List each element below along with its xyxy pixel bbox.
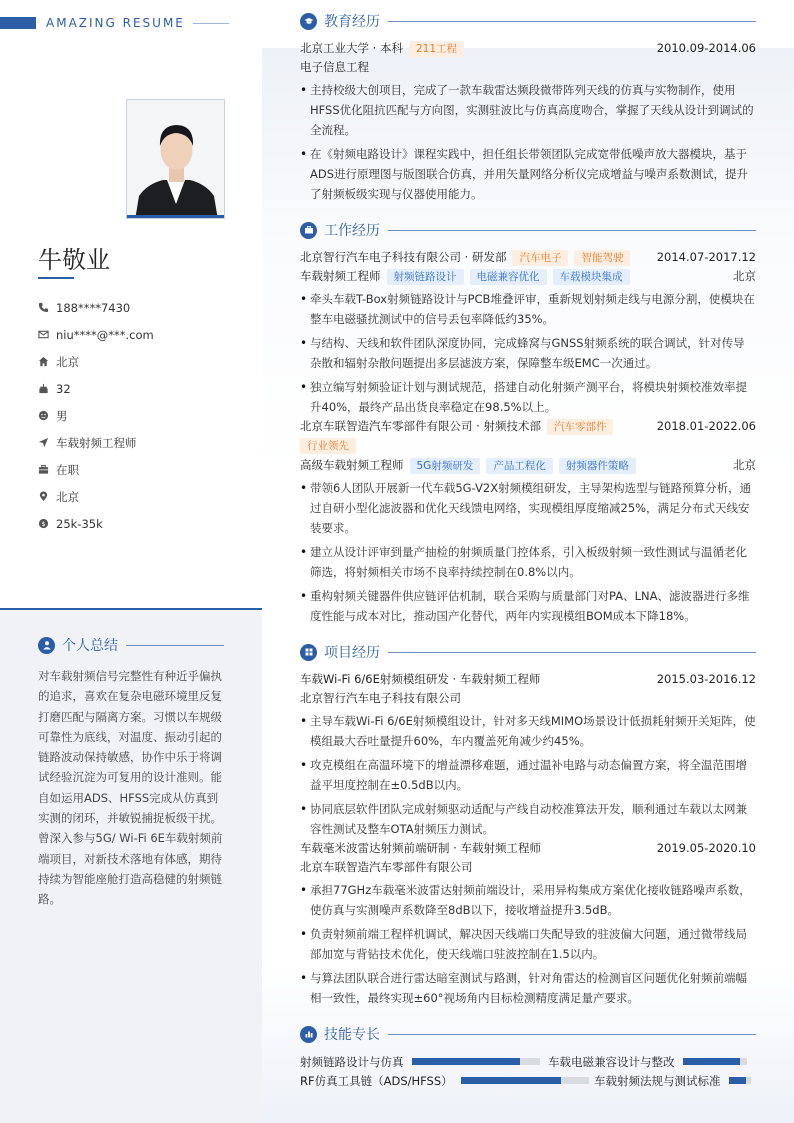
education-header (300, 10, 756, 32)
skill-label: 车载电磁兼容设计与整改 (548, 1054, 675, 1069)
bullet-item: • 与结构、天线和软件团队深度协同，完成蜂窝与GNSS射频系统的联合调试，针对传导杂散和辐射杂散问题提出多层滤波方案，保障整车级EMC一次通过。 (300, 333, 756, 373)
skill-bar (412, 1058, 540, 1065)
projects-title: 项目经历 (324, 645, 380, 661)
brand-bar (0, 17, 36, 29)
major-row (300, 58, 756, 77)
bullet-item: • 带领6人团队开展新一代车载5G-V2X射频模组研发，主导架构选型与链路预算分析，通过自研小型化滤波器和优化天线馈电网络，实现模组厚度缩减25%，满足分布式天线安装要求。 (300, 478, 756, 538)
info-text: 男 (56, 408, 68, 423)
skill-bar (461, 1077, 589, 1084)
bullet-text: 攻克模组在高温环境下的增益漂移难题，通过温补电路与动态偏置方案，将全温范围增益平坦度控制在±0.5dB以内。 (310, 758, 747, 792)
info-text: 北京 (56, 489, 79, 504)
face-icon (38, 410, 56, 421)
avatar-portrait (127, 100, 225, 219)
role-tag: 产品工程化 (486, 458, 553, 474)
main-column (300, 10, 756, 1090)
project-name: 车载毫米波雷达射频前端研制 · 车载射频工程师 (300, 841, 541, 855)
summary-header (38, 634, 224, 656)
role-tag: 射频器件策略 (559, 458, 636, 474)
skill-label: 车载射频法规与测试标准 (594, 1073, 721, 1088)
contact-info (38, 294, 248, 537)
bullet-text: 承担77GHz车载毫米波雷达射频前端设计，采用异构集成方案优化接收链路噪声系数，使仿真与实测噪声系数降至8dB以下，接收增益提升3.5dB。 (310, 883, 751, 917)
skills-section (300, 1023, 756, 1090)
project-row (300, 839, 756, 858)
brand-title: AMAZING RESUME (46, 16, 185, 30)
bullet-item: • 协同底层软件团队完成射频驱动适配与产线自动校准算法开发，顺利通过车载以太网兼容性测试及整车OTA射频压力测试。 (300, 799, 756, 839)
work-company-row (300, 417, 756, 454)
company-tag: 汽车电子 (512, 250, 568, 266)
svg-text:$: $ (41, 519, 46, 528)
project-company-row (300, 689, 756, 708)
project-date: 2015.03-2016.12 (656, 672, 756, 686)
info-position (38, 429, 248, 456)
info-gender (38, 402, 248, 429)
bullet-text: 负责射频前端工程样机调试，解决因天线端口失配导致的驻波偏大问题，通过微带线局部加宽与背钻技术优化，使天线端口驻波控制在1.5以内。 (310, 927, 747, 961)
skills-title: 技能专长 (324, 1027, 380, 1043)
briefcase-icon (300, 222, 317, 239)
skill-item (594, 1071, 756, 1090)
project-company: 北京智行汽车电子科技有限公司 (300, 691, 461, 705)
bullet-item: • 攻克模组在高温环境下的增益漂移难题，通过温补电路与动态偏置方案，将全温范围增益平坦度控制在±0.5dB以内。 (300, 755, 756, 795)
bullet-text: 与算法团队联合进行雷达暗室测试与路测，针对角雷达的检测盲区问题优化射频前端幅相一致性，最终实现±60°视场角内目标检测精度满足量产要求。 (310, 971, 747, 1005)
bullet-text: 建立从设计评审到量产抽检的射频质量门控体系，引入板级射频一致性测试与温循老化筛选，将射频相关市场不良率持续控制在0.8%以内。 (310, 545, 747, 579)
work-title: 工作经历 (324, 223, 380, 239)
bullet-text: 带领6人团队开展新一代车载5G-V2X射频模组研发，主导架构选型与链路预算分析，通过自研小型化滤波器和优化天线馈电网络，实现模组厚度缩减25%，满足分布式天线安装要求。 (310, 481, 752, 535)
bullet-text: 重构射频关键器件供应链评估机制，联合采购与质量部门对PA、LNA、滤波器进行多维度性能与成本对比，推动国产化替代，两年内实现模组BOM成本下降18%。 (310, 589, 750, 623)
major-name: 电子信息工程 (300, 60, 369, 74)
project-name: 车载Wi-Fi 6/6E射频模组研发 · 车载射频工程师 (300, 672, 541, 686)
work-role-row (300, 456, 756, 475)
bullet-text: 主导车载Wi-Fi 6/6E射频模组设计，针对多天线MIMO场景设计低损耗射频开关矩阵，使模组最大吞吐量提升60%，车内覆盖死角减少约45%。 (310, 714, 756, 748)
education-date: 2010.09-2014.06 (656, 41, 756, 55)
work-company-row (300, 248, 756, 267)
role-name: 车载射频工程师 (300, 269, 381, 283)
skill-fill (412, 1058, 521, 1065)
work-header (300, 219, 756, 241)
name-underline (38, 277, 74, 279)
education-section (300, 10, 756, 204)
summary-section (38, 634, 224, 910)
bullet-item: • 主持校级大创项目，完成了一款车载雷达频段微带阵列天线的仿真与实物制作，使用HFSS优化阻抗匹配与方向图，实测驻波比与仿真高度吻合，掌握了天线从设计到调试的全流程。 (300, 80, 756, 140)
skill-fill (729, 1077, 747, 1084)
role-tag: 电磁兼容优化 (470, 269, 547, 285)
bullet-text: 协同底层软件团队完成射频驱动适配与产线自动校准算法开发，顺利通过车载以太网兼容性测试及整车OTA射频压力测试。 (310, 802, 747, 836)
bullet-text: 牵头车载T-Box射频链路设计与PCB堆叠评审，重新规划射频走线与电源分割，使模块在整车电磁骚扰测试中的信号丢包率降低约35%。 (310, 292, 755, 326)
brand-header (0, 14, 229, 32)
header-line (388, 652, 756, 653)
info-text: 32 (56, 381, 71, 396)
send-icon (38, 437, 56, 448)
grid-icon (300, 644, 317, 661)
bullet-text: 主持校级大创项目，完成了一款车载雷达频段微带阵列天线的仿真与实物制作，使用HFSS优化阻抗匹配与方向图，实测驻波比与仿真高度吻合，掌握了天线从设计到调试的全流程。 (310, 83, 754, 137)
education-row (300, 39, 756, 58)
home-icon (38, 356, 56, 367)
bullet-item: • 建立从设计评审到量产抽检的射频质量门控体系，引入板级射频一致性测试与温循老化筛选，将射频相关市场不良率持续控制在0.8%以内。 (300, 542, 756, 582)
info-city (38, 483, 248, 510)
company-tag: 行业领先 (300, 438, 356, 454)
info-phone (38, 294, 248, 321)
company-tag: 汽车零部件 (547, 419, 614, 435)
skill-item (548, 1052, 756, 1071)
work-date: 2014.07-2017.12 (656, 250, 756, 264)
info-text: 25k-35k (56, 516, 103, 531)
work-city: 北京 (733, 269, 756, 283)
role-name: 高级车载射频工程师 (300, 458, 404, 472)
header-line (388, 21, 756, 22)
info-text: 车载射频工程师 (56, 435, 137, 450)
bullet-text: 在《射频电路设计》课程实践中，担任组长带领团队完成宽带低噪声放大器模块，基于ADS进行原理图与版图联合仿真，并用矢量网络分析仪完成增益与噪声系数测试，提升了射频板级实现与仪器使用能力。 (310, 147, 749, 201)
avatar (126, 99, 225, 219)
summary-title: 个人总结 (62, 638, 118, 654)
skill-label: 射频链路设计与仿真 (300, 1054, 404, 1069)
bullet-item: • 主导车载Wi-Fi 6/6E射频模组设计，针对多天线MIMO场景设计低损耗射频开关矩阵，使模组最大吞吐量提升60%，车内覆盖死角减少约45%。 (300, 711, 756, 751)
phone-icon (38, 302, 56, 313)
info-text: 北京 (56, 354, 79, 369)
skill-bar (729, 1077, 751, 1084)
bullet-item: • 承担77GHz车载毫米波雷达射频前端设计，采用异构集成方案优化接收链路噪声系数，使仿真与实测噪声系数降至8dB以下，接收增益提升3.5dB。 (300, 880, 756, 920)
bullet-item: • 独立编写射频验证计划与测试规范，搭建自动化射频产测平台，将模块射频校准效率提升40%，最终产品出货良率稳定在98.5%以上。 (300, 377, 756, 417)
bullet-item: • 在《射频电路设计》课程实践中，担任组长带领团队完成宽带低噪声放大器模块，基于ADS进行原理图与版图联合仿真，并用矢量网络分析仪完成增益与噪声系数测试，提升了射频板级实现与仪器使用能力。 (300, 144, 756, 204)
info-text: 在职 (56, 462, 79, 477)
education-title: 教育经历 (324, 14, 380, 30)
skills-header (300, 1023, 756, 1045)
info-text: niu****@***.com (56, 327, 154, 342)
company-name: 北京智行汽车电子科技有限公司 · 研发部 (300, 250, 507, 264)
header-line (388, 230, 756, 231)
info-text: 188****7430 (56, 300, 131, 315)
brand-line (193, 23, 229, 24)
role-tag: 5G射频研发 (410, 458, 481, 474)
projects-section (300, 641, 756, 1008)
work-role-row (300, 267, 756, 286)
info-email (38, 321, 248, 348)
header-line (388, 1034, 756, 1035)
work-date: 2018.01-2022.06 (656, 419, 756, 433)
cake-icon (38, 383, 56, 394)
skill-item (300, 1052, 548, 1071)
school-tag: 211工程 (409, 41, 464, 57)
skills-list (300, 1052, 756, 1090)
location-icon (38, 491, 56, 502)
bullet-text: 与结构、天线和软件团队深度协同，完成蜂窝与GNSS射频系统的联合调试，针对传导杂散和辐射杂散问题提出多层滤波方案，保障整车级EMC一次通过。 (310, 336, 745, 370)
info-salary (38, 510, 248, 537)
role-tag: 射频链路设计 (387, 269, 464, 285)
graduation-cap-icon (300, 13, 317, 30)
mail-icon (38, 329, 56, 340)
person-icon (38, 637, 55, 654)
company-name: 北京车联智造汽车零部件有限公司 · 射频技术部 (300, 419, 541, 433)
bullet-item: • 重构射频关键器件供应链评估机制，联合采购与质量部门对PA、LNA、滤波器进行多维度性能与成本对比，推动国产化替代，两年内实现模组BOM成本下降18%。 (300, 586, 756, 626)
work-section (300, 219, 756, 626)
skill-item (300, 1071, 594, 1090)
work-city: 北京 (733, 458, 756, 472)
project-row (300, 670, 756, 689)
project-company: 北京车联智造汽车零部件有限公司 (300, 860, 473, 874)
role-tag: 车载模块集成 (553, 269, 630, 285)
header-line (126, 645, 224, 646)
money-icon (38, 518, 56, 529)
briefcase-icon (38, 464, 56, 475)
profile-name: 牛敬业 (38, 246, 110, 274)
info-status (38, 456, 248, 483)
school-name: 北京工业大学 · 本科 (300, 41, 403, 55)
skill-fill (461, 1077, 561, 1084)
info-age (38, 375, 248, 402)
project-company-row (300, 858, 756, 877)
bullet-item: • 牵头车载T-Box射频链路设计与PCB堆叠评审，重新规划射频走线与电源分割，使模块在整车电磁骚扰测试中的信号丢包率降低约35%。 (300, 289, 756, 329)
projects-header (300, 641, 756, 663)
info-home (38, 348, 248, 375)
bar-chart-icon (300, 1026, 317, 1043)
bullet-text: 独立编写射频验证计划与测试规范，搭建自动化射频产测平台，将模块射频校准效率提升40%，最终产品出货良率稳定在98.5%以上。 (310, 380, 747, 414)
bullet-item: • 与算法团队联合进行雷达暗室测试与路测，针对角雷达的检测盲区问题优化射频前端幅相一致性，最终实现±60°视场角内目标检测精度满足量产要求。 (300, 968, 756, 1008)
summary-text: 对车载射频信号完整性有种近乎偏执的追求，喜欢在复杂电磁环境里反复打磨匹配与隔离方案。习惯以车规级可靠性为底线，对温度、振动引起的链路波动保持敏感，协作中乐于将调试经验沉淀为可复用的设计准则。能自如运用ADS、HFSS完成从仿真到实测的闭环，并敏锐捕捉板级干扰。曾深入参与5G/ Wi-Fi 6E车载射频前端项目，对新技术落地有体感，期待持续为智能座舱打造高稳健的射频链路。 (38, 669, 223, 907)
skill-bar (683, 1058, 747, 1065)
skill-label: RF仿真工具链（ADS/HFSS） (300, 1073, 453, 1088)
project-date: 2019.05-2020.10 (656, 841, 756, 855)
skill-fill (683, 1058, 741, 1065)
bullet-item: • 负责射频前端工程样机调试，解决因天线端口失配导致的驻波偏大问题，通过微带线局部加宽与背钻技术优化，使天线端口驻波控制在1.5以内。 (300, 924, 756, 964)
company-tag: 智能驾驶 (574, 250, 630, 266)
